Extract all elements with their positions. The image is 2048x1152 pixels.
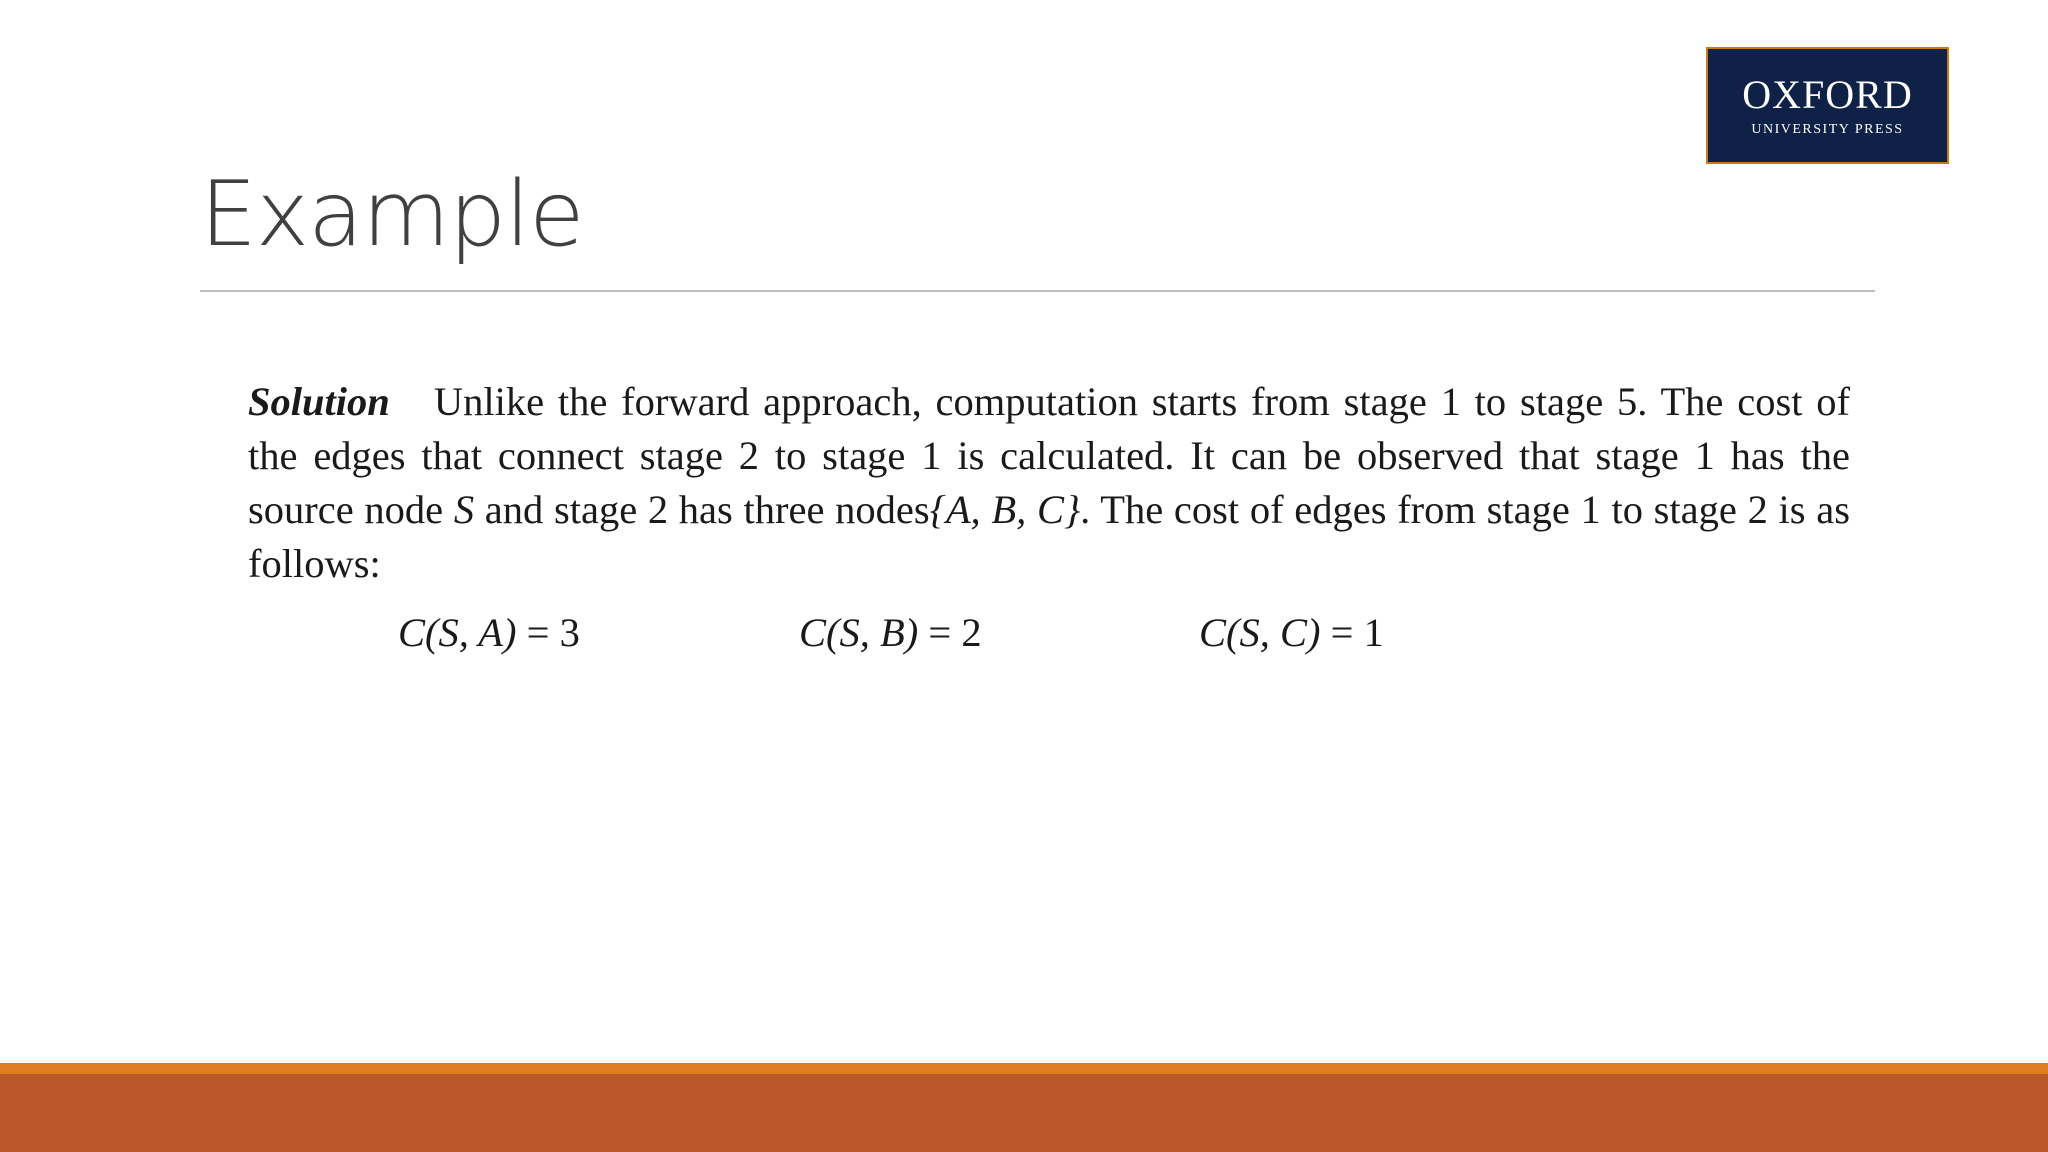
equation-cost-sb: [799, 606, 982, 660]
paragraph-text-1: Unlike the forward approach, computation starts from stage 1 to stage 5. The cost of the edges that connect stage 2 to stage 1 is calculated. It can be observed that stage 1 has the source node: [248, 379, 1850, 532]
title-divider: [200, 290, 1875, 292]
oxford-logo: [1706, 47, 1949, 164]
equation-lhs: C(S, A): [398, 610, 517, 655]
paragraph-text-3: . The cost of edges from stage 1 to stage 2 is as follows:: [248, 487, 1850, 586]
equation-lhs: C(S, C): [1199, 610, 1321, 655]
footer-accent-bar: [0, 1063, 2048, 1074]
solution-label: Solution: [248, 379, 390, 424]
logo-subtitle: UNIVERSITY PRESS: [1751, 121, 1904, 137]
paragraph-text-2: and stage 2 has three nodes: [474, 487, 930, 532]
node-set: {A, B, C}: [929, 487, 1081, 532]
equation-lhs: C(S, B): [799, 610, 919, 655]
logo-wordmark: OXFORD: [1742, 71, 1913, 117]
footer-bar: [0, 1074, 2048, 1152]
equation-rhs: = 2: [918, 610, 982, 655]
equation-rhs: = 3: [516, 610, 580, 655]
equation-rhs: = 1: [1320, 610, 1384, 655]
source-node: S: [453, 487, 475, 532]
solution-paragraph: [248, 375, 1850, 591]
equation-cost-sc: [1199, 606, 1384, 660]
equation-cost-sa: [398, 606, 580, 660]
slide-title: Example: [200, 162, 584, 267]
